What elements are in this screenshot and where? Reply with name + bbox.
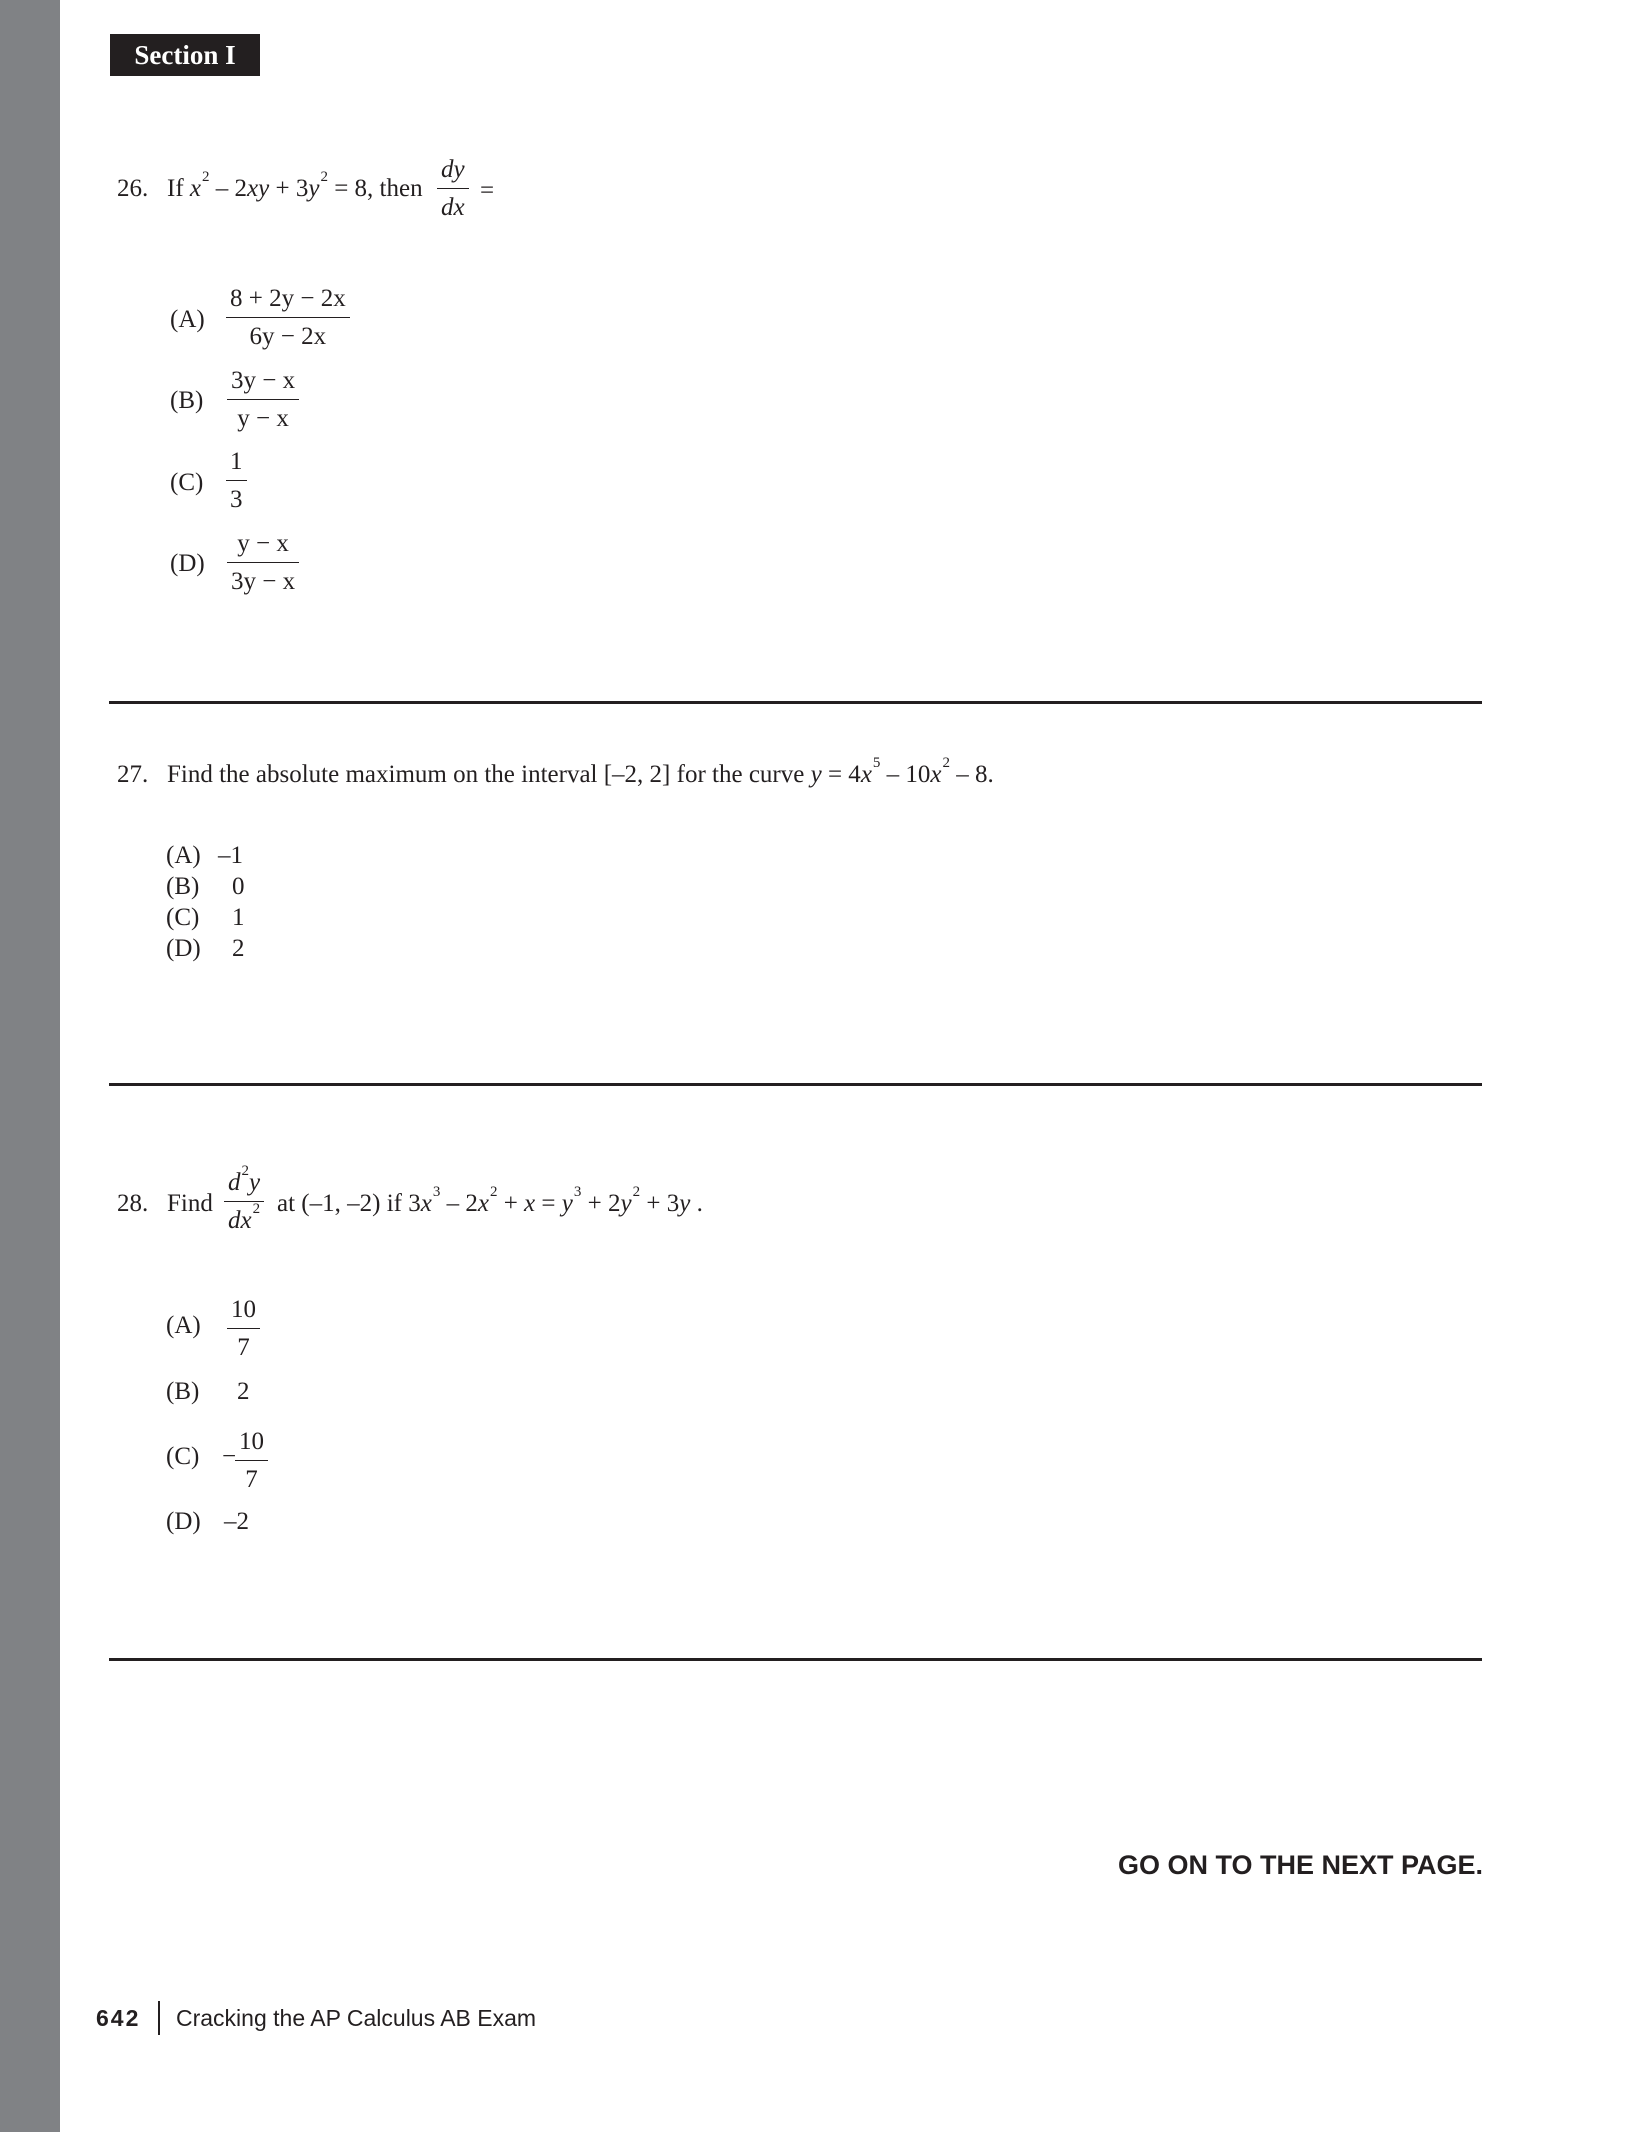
fraction-denominator: 6y − 2x	[249, 323, 327, 350]
equals-sign: =	[480, 177, 495, 204]
option-value: 2	[232, 935, 245, 962]
question-number: 26.	[117, 175, 149, 202]
stem-text: Find the absolute maximum on the interval [–2, 2] for the curve	[167, 761, 805, 788]
stem-at: at (–1, –2) if	[277, 1190, 402, 1217]
second-derivative-fraction	[224, 1163, 264, 1234]
option-label: (A)	[166, 1312, 201, 1339]
option-label: (C)	[166, 1443, 200, 1470]
option-label: (A)	[166, 842, 201, 869]
option-c-fraction	[235, 1429, 268, 1492]
option-value: –2	[224, 1508, 249, 1535]
option-value: 2	[237, 1378, 250, 1405]
fraction-denominator: 7	[237, 1334, 250, 1361]
option-label: (D)	[166, 935, 201, 962]
option-label: (B)	[170, 387, 204, 414]
option-value: –1	[218, 842, 243, 869]
option-b-fraction	[227, 368, 299, 431]
stem-if: If	[167, 175, 184, 202]
section-label: Section I	[110, 34, 260, 76]
question-28-stem	[117, 1191, 213, 1216]
fraction-denominator: 3y − x	[231, 568, 296, 595]
question-28-condition: at (–1, –2) if $3x^3 - 2x^2 + x = y^3 + 2y^2 + 3y$ .	[277, 1184, 703, 1217]
fraction-numerator: 10	[235, 1429, 268, 1461]
dy-dx-fraction	[437, 157, 469, 220]
option-label: (A)	[170, 306, 205, 333]
option-value: 1	[232, 904, 245, 931]
option-label: (D)	[170, 550, 205, 577]
fraction-denominator: $dx^2$	[228, 1201, 261, 1234]
page-number: 642	[96, 2005, 141, 2031]
stem-find: Find	[167, 1190, 213, 1217]
fraction-denominator: 7	[245, 1466, 258, 1493]
fraction-denominator: dx	[441, 194, 465, 221]
fraction-numerator: 8 + 2y − 2x	[226, 286, 350, 318]
question-divider	[109, 1658, 1482, 1661]
question-27-stem: 27. Find the absolute maximum on the interval [–2, 2] for the curve $y = 4x^5 - 10x^2 - 8$.	[117, 755, 994, 788]
question-26-stem: 26. If $x^2 - 2xy + 3y^2 = 8$, then	[117, 169, 423, 202]
question-number: 28.	[117, 1190, 149, 1217]
negative-sign: −	[222, 1443, 237, 1470]
option-d-fraction	[227, 531, 299, 594]
fraction-numerator: dy	[437, 157, 469, 189]
fraction-numerator: 1	[226, 449, 247, 481]
option-value: 0	[232, 873, 245, 900]
option-label: (C)	[166, 904, 200, 931]
option-a-fraction	[227, 1297, 260, 1360]
option-c-fraction	[226, 449, 247, 512]
question-number: 27.	[117, 761, 149, 788]
option-label: (B)	[166, 1378, 200, 1405]
fraction-numerator: 3y − x	[227, 368, 299, 400]
fraction-denominator: y − x	[237, 405, 289, 432]
fraction-numerator: y − x	[227, 531, 299, 563]
go-on-next-page: GO ON TO THE NEXT PAGE.	[1117, 1850, 1483, 1880]
fraction-denominator: 3	[230, 486, 243, 513]
fraction-numerator: 10	[227, 1297, 260, 1329]
option-label: (C)	[170, 469, 204, 496]
question-divider	[109, 1083, 1482, 1086]
footer-divider	[158, 2001, 160, 2035]
fraction-numerator: $d^2y$	[224, 1170, 264, 1202]
option-label: (B)	[166, 873, 200, 900]
book-title: Cracking the AP Calculus AB Exam	[176, 2005, 537, 2031]
page-edge-bar	[0, 0, 60, 2132]
option-a-fraction	[226, 286, 350, 349]
option-label: (D)	[166, 1508, 201, 1535]
question-divider	[109, 701, 1482, 704]
